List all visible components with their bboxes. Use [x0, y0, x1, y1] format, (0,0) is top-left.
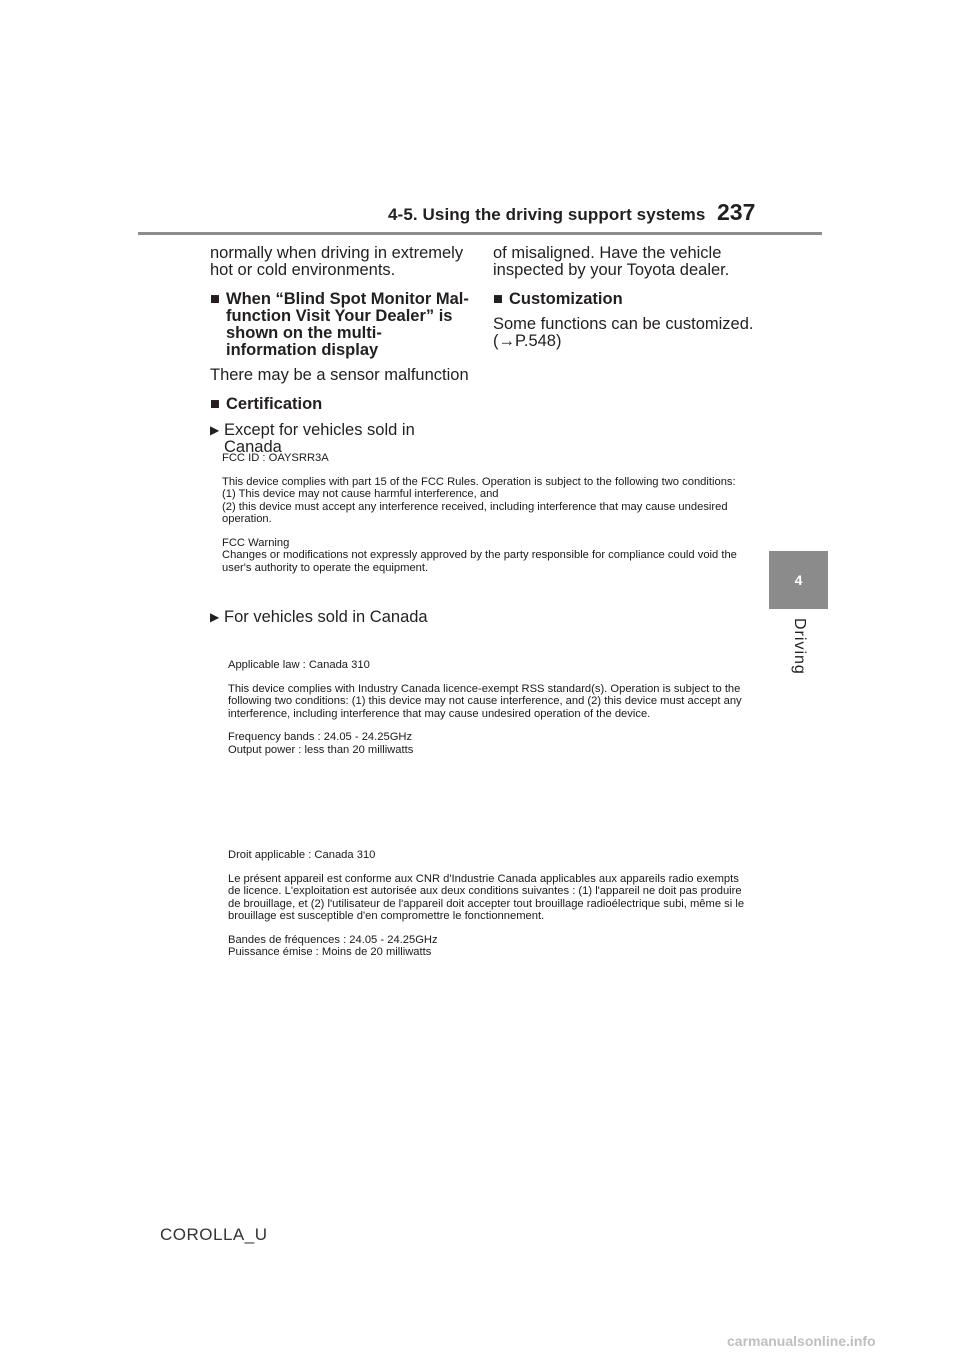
canada-notice-english [228, 659, 748, 756]
notice-line: Frequency bands : 24.05 - 24.25GHz [228, 731, 413, 743]
fcc-notice [222, 452, 752, 574]
notice-line: (2) this device must accept any interference received, including interference that may cause undesired operation. [222, 500, 728, 525]
notice-line: (1) This device may not cause harmful interference, and [222, 488, 499, 500]
paragraph: of misaligned. Have the vehicle inspected by your Toyota dealer. [493, 244, 730, 279]
right-column [493, 245, 755, 350]
section-heading [493, 291, 755, 308]
notice-line: This device complies with part 15 of the FCC Rules. Operation is subject to the following two conditions: [222, 475, 736, 488]
list-item-text: Except for vehicles sold in Canada [224, 421, 415, 456]
notice-line: FCC Warning [222, 536, 290, 549]
footer-model: COROLLA_U [160, 1225, 268, 1244]
notice-line: Le présent appareil est conforme aux CNR d'Industrie Canada applicables aux appareils radio exempts de licence. L'exploitation est autorisée aux deux conditions suivantes : (1) l'appareil ne doit pas produire de brouillage, et (2) l'utilisateur de l'appareil doit accepter tout brouillage radioélectrique subi, même si le brouillage est susceptible d'en compromettre le fonctionnement. [228, 872, 745, 922]
square-bullet-icon: ■ [210, 290, 220, 308]
canada-notice-french [228, 849, 748, 959]
chapter-tab [769, 551, 828, 609]
paragraph: Some functions can be customized. (→P.548) [493, 315, 754, 350]
triangle-bullet-icon: ▶ [210, 423, 220, 437]
square-bullet-icon: ■ [493, 290, 503, 308]
canada-bullet [210, 609, 510, 626]
notice-line: Bandes de fréquences : 24.05 - 24.25GHz [228, 933, 438, 946]
section-heading [210, 396, 472, 413]
list-item-text: For vehicles sold in Canada [224, 608, 428, 626]
paragraph: normally when driving in extremely hot or cold environments. [210, 244, 464, 279]
notice-line: FCC ID : OAYSRR3A [222, 452, 329, 464]
notice-line: Droit applicable : Canada 310 [228, 849, 376, 861]
notice-line: Applicable law : Canada 310 [228, 659, 370, 671]
section-title: 4-5. Using the driving support systems [388, 205, 706, 224]
list-item [210, 609, 510, 626]
watermark: carmanualsonline.info [727, 1333, 876, 1349]
chapter-number: 4 [794, 572, 803, 588]
heading-text: Customization [509, 290, 623, 308]
notice-line: This device complies with Industry Canada licence-exempt RSS standard(s). Operation is subject to the following two conditions: (1) this device may not cause interference, and (2) this device must accept any interference, including interference that may cause undesired operation of the device. [228, 682, 742, 720]
left-column [210, 245, 472, 456]
heading-text: Certification [226, 395, 323, 413]
section-heading [210, 291, 472, 359]
list-item [210, 422, 472, 456]
triangle-bullet-icon: ▶ [210, 610, 220, 624]
chapter-label: Driving [791, 618, 808, 675]
notice-line: Output power : less than 20 milliwatts [228, 743, 414, 756]
notice-line: Puissance émise : Moins de 20 milliwatts [228, 946, 432, 958]
paragraph: There may be a sensor malfunction [210, 366, 469, 384]
heading-text: When “Blind Spot Monitor Mal-function Visit Your Dealer” is shown on the multi-information display [226, 290, 469, 359]
header-divider [138, 232, 822, 235]
notice-line: Changes or modifications not expressly approved by the party responsible for compliance could void the user's authority to operate the equipment. [222, 549, 737, 574]
page-number: 237 [717, 199, 756, 225]
square-bullet-icon: ■ [210, 395, 220, 413]
